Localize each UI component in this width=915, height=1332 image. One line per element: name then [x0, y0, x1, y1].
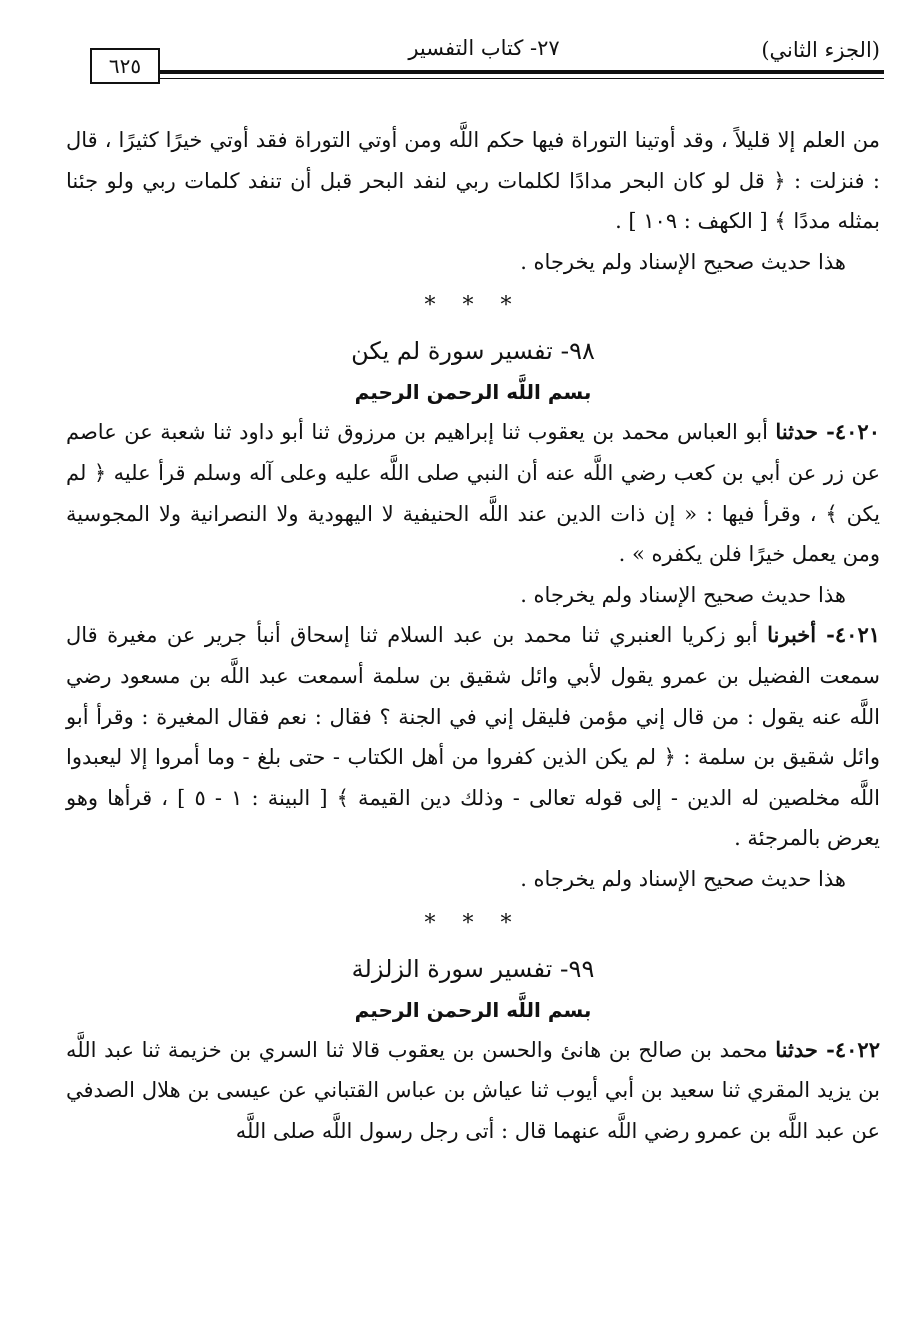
hadith-4022: ٤٠٢٢- حدثنا محمد بن صالح بن هانئ والحسن بن يعقوب قالا ثنا السري بن خزيمة ثنا عبد اللَّه بن يزيد المقري ثنا سعيد بن أبي أيوب ثنا عياش بن عباس القتباني عن عيسى بن هلال الصدفي عن عبد اللَّه بن عمرو رضي اللَّه عنهما قال : أتى رجل رسول اللَّه صلى اللَّه — [66, 1036, 880, 1143]
hadith-text: محمد بن صالح بن هانئ والحسن بن يعقوب قالا ثنا السري بن خزيمة ثنا عبد اللَّه بن يزيد المقري ثنا سعيد بن أبي أيوب ثنا عياش بن عباس القتباني عن عيسى بن هلال الصدفي عن عبد اللَّه بن عمرو رضي اللَّه عنهما قال : أتى رجل رسول اللَّه صلى اللَّه — [66, 1037, 880, 1143]
hadith-lead-word: أخبرنا — [767, 622, 817, 648]
section-separator: * * * — [424, 293, 522, 319]
part-label: (الجزء الثاني) — [761, 38, 880, 62]
hadith-text: أبو العباس محمد بن يعقوب ثنا إبراهيم بن مرزوق ثنا أبو داود ثنا شعبة عن عاصم عن زر عن أبي بن كعب رضي اللَّه عنه أن النبي صلى اللَّه عليه وعلى آله وسلم قرأ عليه ﴿ لم يكن ﴾ ، وقرأ فيها : « إن ذات الدين عند اللَّه الحنيفية لا اليهودية ولا النصرانية ولا المجوسية ومن يعمل خيرًا فلن يكفره » . — [66, 420, 880, 567]
hadith-4021: ٤٠٢١- أخبرنا أبو زكريا العنبري ثنا محمد بن عبد السلام ثنا إسحاق أنبأ جرير عن مغيرة قال سمعت الفضيل بن عمرو يقول لأبي وائل شقيق بن سلمة أسمعت عبد اللَّه بن مسعود رضي اللَّه عنه يقول : من قال إني مؤمن فليقل إني في الجنة ؟ فقال : نعم فقال المغيرة : وقرأ أبو وائل شقيق بن سلمة : ﴿ لم يكن الذين كفروا من أهل الكتاب - حتى بلغ - وما أمروا إلا ليعبدوا اللَّه مخلصين له الدين - إلى قوله تعالى - وذلك دين القيمة ﴾ [ البينة : ١ - ٥ ] ، قرأها وهو يعرض بالمرجئة . — [66, 622, 881, 851]
section-title: ٩٩- تفسير سورة الزلزلة — [351, 954, 595, 983]
hadith-number: ٤٠٢٠ — [834, 419, 880, 445]
chapter-title: ٢٧- كتاب التفسير — [408, 36, 560, 60]
hadith-grade: هذا حديث صحيح الإسناد ولم يخرجاه . — [520, 582, 846, 607]
header-rule-thin — [160, 78, 884, 79]
hadith-number: ٤٠٢١ — [834, 622, 881, 648]
page-number: ٦٢٥ — [90, 48, 160, 84]
hadith-lead-word: حدثنا — [775, 419, 819, 445]
section-title: ٩٨- تفسير سورة لم يكن — [351, 337, 595, 366]
basmala: بسم اللَّه الرحمن الرحيم — [354, 997, 592, 1022]
page-body — [66, 120, 880, 1151]
page-header — [84, 34, 884, 92]
basmala: بسم اللَّه الرحمن الرحيم — [354, 380, 592, 405]
hadith-lead-word: حدثنا — [775, 1036, 818, 1062]
continuation-paragraph: من العلم إلا قليلاً ، وقد أوتينا التوراة فيها حكم اللَّه ومن أوتي التوراة فقد أوتي خيرًا كثيرًا ، قال : فنزلت : ﴿ قل لو كان البحر مدادًا لكلمات ربي لنفد البحر قبل أن تنفد كلمات ربي ولو جئنا بمثله مددًا ﴾ [ الكهف : ١٠٩ ] . — [66, 128, 880, 234]
hadith-grade: هذا حديث صحيح الإسناد ولم يخرجاه . — [520, 249, 846, 274]
section-separator: * * * — [424, 910, 522, 936]
hadith-4020: ٤٠٢٠- حدثنا أبو العباس محمد بن يعقوب ثنا إبراهيم بن مرزوق ثنا أبو داود ثنا شعبة عن عاصم عن زر عن أبي بن كعب رضي اللَّه عنه أن النبي صلى اللَّه عليه وعلى آله وسلم قرأ عليه ﴿ لم يكن ﴾ ، وقرأ فيها : « إن ذات الدين عند اللَّه الحنيفية لا اليهودية ولا النصرانية ولا المجوسية ومن يعمل خيرًا فلن يكفره » . — [66, 419, 880, 567]
hadith-grade: هذا حديث صحيح الإسناد ولم يخرجاه . — [520, 866, 846, 891]
hadith-number: ٤٠٢٢ — [834, 1036, 880, 1062]
header-rule — [160, 70, 884, 74]
hadith-text: أبو زكريا العنبري ثنا محمد بن عبد السلام ثنا إسحاق أنبأ جرير عن مغيرة قال سمعت الفضيل بن عمرو يقول لأبي وائل شقيق بن سلمة أسمعت عبد اللَّه بن مسعود رضي اللَّه عنه يقول : من قال إني مؤمن فليقل إني في الجنة ؟ فقال : نعم فقال المغيرة : وقرأ أبو وائل شقيق بن سلمة : ﴿ لم يكن الذين كفروا من أهل الكتاب - حتى بلغ - وما أمروا إلا ليعبدوا اللَّه مخلصين له الدين - إلى قوله تعالى - وذلك دين القيمة ﴾ [ البينة : ١ - ٥ ] ، قرأها وهو يعرض بالمرجئة . — [66, 623, 881, 851]
